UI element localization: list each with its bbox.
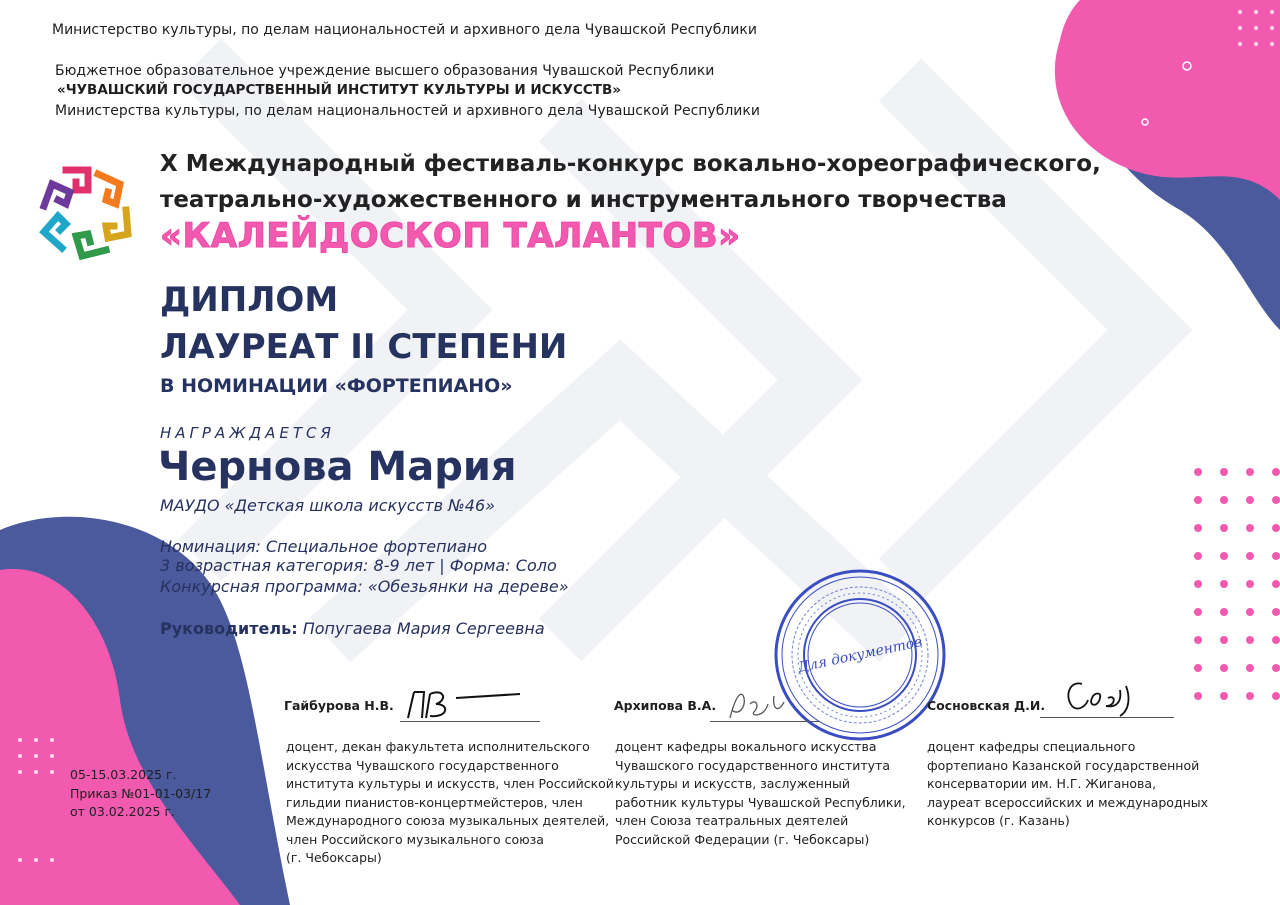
- festival-title-line-1: X Международный фестиваль-конкурс вокально-хореографического,: [160, 151, 1101, 177]
- judge-3-signature-line: [1040, 717, 1174, 718]
- judge-2-description: [615, 738, 906, 849]
- judge-3-desc-line: консерватории им. Н.Г. Жиганова,: [927, 776, 1157, 791]
- organization-line-1: Бюджетное образовательное учреждение высшего образования Чувашской Республики: [55, 63, 715, 79]
- festival-name: «КАЛЕЙДОСКОП ТАЛАНТОВ»: [160, 216, 741, 256]
- judge-1-desc-line: доцент, декан факультета исполнительского: [286, 739, 590, 754]
- judge-3-description: [927, 738, 1208, 831]
- judge-3-desc-line: фортепиано Казанской государственной: [927, 757, 1200, 773]
- judge-3-desc-line: конкурсов (г. Казань): [927, 813, 1070, 828]
- judge-1-desc-line: искусства Чувашского государственного: [286, 757, 559, 773]
- judge-1-signature: [400, 684, 530, 724]
- judge-2-desc-line: Чувашского государственного института: [615, 757, 890, 773]
- school-name: МАУДО «Детская школа искусств №46»: [160, 496, 496, 515]
- judge-1-name: Гайбурова Н.В.: [284, 698, 394, 713]
- judge-1-desc-line: Международного союза музыкальных деятелей,: [286, 813, 610, 828]
- awarded-label: НАГРАЖДАЕТСЯ: [160, 424, 335, 442]
- judge-2-signature: [720, 684, 810, 724]
- judge-2-name: Архипова В.А.: [614, 698, 717, 713]
- festival-title-line-2: театрально-художественного и инструментального творчества: [160, 187, 1007, 213]
- order-number: Приказ №01-01-03/17: [70, 786, 212, 801]
- judge-2-signature-line: [710, 721, 820, 722]
- judge-1-description: [286, 738, 614, 868]
- festival-logo: [36, 160, 142, 264]
- judge-3-name: Сосновская Д.И.: [927, 698, 1046, 713]
- judge-2-desc-line: работник культуры Чувашской Республики,: [615, 794, 906, 810]
- leader-name: Попугаева Мария Сергеевна: [302, 619, 545, 638]
- stamp-center-text: Для документов: [796, 633, 924, 677]
- judge-2-desc-line: доцент кафедры вокального искусства: [615, 739, 877, 754]
- leader-label: Руководитель:: [160, 619, 298, 638]
- judge-3-desc-line: доцент кафедры специального: [927, 739, 1136, 754]
- institute-name: «ЧУВАШСКИЙ ГОСУДАРСТВЕННЫЙ ИНСТИТУТ КУЛЬТУРЫ И ИСКУССТВ»: [57, 82, 622, 98]
- judge-3-desc-line: лауреат всероссийских и международных: [927, 794, 1209, 810]
- laureate-degree: ЛАУРЕАТ II СТЕПЕНИ: [160, 327, 568, 367]
- judge-1-desc-line: института культуры и искусств, член Российской: [286, 776, 614, 791]
- leader-line: [160, 619, 545, 638]
- judge-1-desc-line: (г. Чебоксары): [286, 850, 382, 865]
- nomination-detail: Номинация: Специальное фортепиано: [160, 537, 488, 556]
- judge-2-desc-line: культуры и искусств, заслуженный: [615, 776, 850, 791]
- ministry-line: Министерство культуры, по делам национальностей и архивного дела Чувашской Республики: [52, 22, 757, 38]
- judge-3-signature: [1060, 676, 1140, 722]
- recipient-name: Чернова Мария: [158, 444, 517, 490]
- program-detail: Конкурсная программа: «Обезьянки на дереве»: [160, 577, 569, 596]
- diploma-title: ДИПЛОМ: [160, 280, 339, 320]
- judge-2-desc-line: Российской Федерации (г. Чебоксары): [615, 831, 870, 847]
- category-detail: 3 возрастная категория: 8-9 лет | Форма: Соло: [160, 556, 557, 575]
- judge-1-desc-line: гильдии пианистов-концертмейстеров, член: [286, 794, 583, 810]
- festival-dates: 05-15.03.2025 г.: [70, 767, 177, 782]
- order-date: от 03.02.2025 г.: [70, 804, 175, 819]
- nomination-heading: В НОМИНАЦИИ «ФОРТЕПИАНО»: [160, 375, 513, 397]
- organization-line-3: Министерства культуры, по делам национальностей и архивного дела Чувашской Республики: [55, 103, 760, 119]
- judge-1-desc-line: член Российского музыкального союза: [286, 831, 544, 847]
- judge-1-signature-line: [400, 721, 540, 722]
- judge-2-desc-line: член Союза театральных деятелей: [615, 813, 849, 828]
